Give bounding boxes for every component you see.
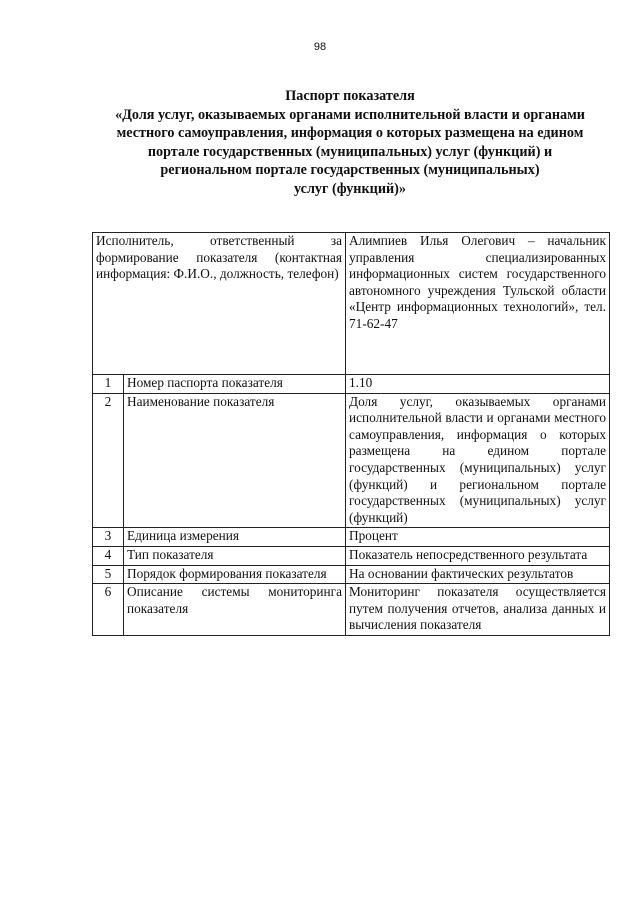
table-row: [93, 375, 610, 394]
row-label: Тип показателя: [124, 546, 346, 565]
table-row: [93, 546, 610, 565]
executor-row: [93, 233, 610, 375]
page-number: 98: [313, 41, 327, 53]
title-line: местного самоуправления, информация о которых размещена на едином: [116, 125, 584, 142]
row-value: На основании фактических результатов: [346, 565, 610, 584]
row-label: Номер паспорта показателя: [124, 375, 346, 394]
row-value: Показатель непосредственного результата: [346, 546, 610, 565]
row-number: 6: [93, 584, 124, 636]
row-number: 3: [93, 528, 124, 547]
row-label: Порядок формирования показателя: [124, 565, 346, 584]
executor-value: Алимпиев Илья Олегович – начальник управления специализированных информационных систем государственного автономного учреждения Тульской области «Центр информационных технологий», тел. 71-62-47: [346, 233, 610, 375]
row-number: 2: [93, 393, 124, 528]
row-label: Наименование показателя: [124, 393, 346, 528]
row-number: 1: [93, 375, 124, 394]
row-value: Процент: [346, 528, 610, 547]
table-row: [93, 565, 610, 584]
passport-table: [92, 232, 610, 636]
title-line: портале государственных (муниципальных) услуг (функций) и: [147, 143, 553, 160]
title-line: региональном портале государственных (муниципальных): [160, 162, 540, 179]
table-row: [93, 528, 610, 547]
row-value: Доля услуг, оказываемых органами исполнительной власти и органами местного самоуправления, информация о которых размещена на едином портале государственных (муниципальных) услуг (функций) и региональном портале государственных (муниципальных) услуг (функций): [346, 393, 610, 528]
row-value: 1.10: [346, 375, 610, 394]
row-number: 4: [93, 546, 124, 565]
table-row: [93, 393, 610, 528]
title-line: услуг (функций)»: [294, 180, 406, 197]
executor-label: Исполнитель, ответственный за формирование показателя (контактная информация: Ф.И.О., должность, телефон): [93, 233, 346, 375]
row-number: 5: [93, 565, 124, 584]
row-label: Единица измерения: [124, 528, 346, 547]
title-heading: Паспорт показателя: [285, 88, 415, 104]
table-row: [93, 584, 610, 636]
row-value: Мониторинг показателя осуществляется путем получения отчетов, анализа данных и вычисления показателя: [346, 584, 610, 636]
title-line: «Доля услуг, оказываемых органами исполнительной власти и органами: [115, 106, 585, 123]
row-label: Описание системы мониторинга показателя: [124, 584, 346, 636]
document-title: [90, 87, 610, 199]
